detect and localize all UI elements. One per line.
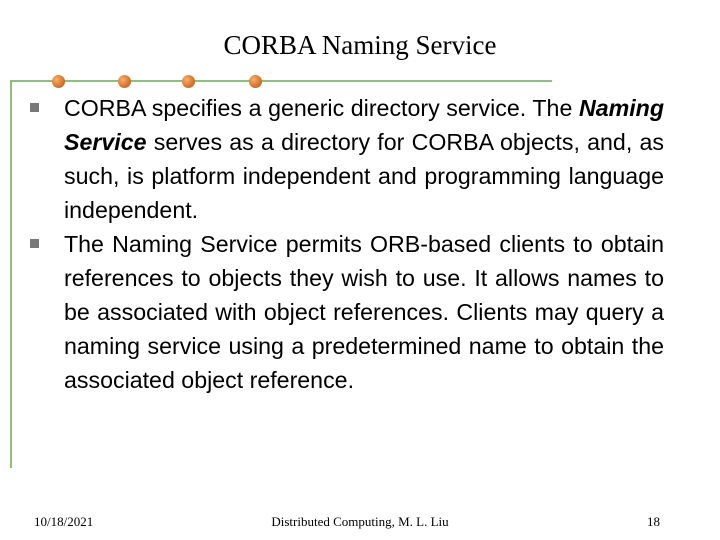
footer-date: 10/18/2021 bbox=[34, 514, 94, 529]
bead-decoration bbox=[249, 75, 262, 88]
bullet-text-part: CORBA specifies a generic directory service. The bbox=[64, 95, 579, 121]
bullet-item bbox=[30, 227, 664, 397]
footer-author: Distributed Computing, M. L. Liu bbox=[271, 514, 449, 529]
bead-decoration bbox=[52, 75, 65, 88]
square-bullet-icon bbox=[30, 239, 39, 248]
page-number: 18 bbox=[647, 514, 660, 529]
bullet-text bbox=[64, 91, 664, 227]
slide-body bbox=[30, 91, 664, 397]
bead-decoration bbox=[118, 75, 131, 88]
bullet-text-part: serves as a directory for CORBA objects, and, as such, is platform independent and programming language independent. bbox=[64, 129, 664, 223]
title-rule bbox=[10, 80, 552, 82]
square-bullet-icon bbox=[30, 103, 39, 112]
emphasized-term: Naming Service bbox=[64, 95, 664, 155]
bullet-item bbox=[30, 91, 664, 227]
bead-decoration bbox=[182, 75, 195, 88]
left-rule bbox=[10, 80, 12, 468]
slide-title: CORBA Naming Service bbox=[223, 30, 497, 60]
bullet-text: The Naming Service permits ORB-based clients to obtain references to objects they wish to use. It allows names to be associated with object references. Clients may query a naming service using a predetermined name to obtain the associated object reference. bbox=[64, 231, 664, 393]
